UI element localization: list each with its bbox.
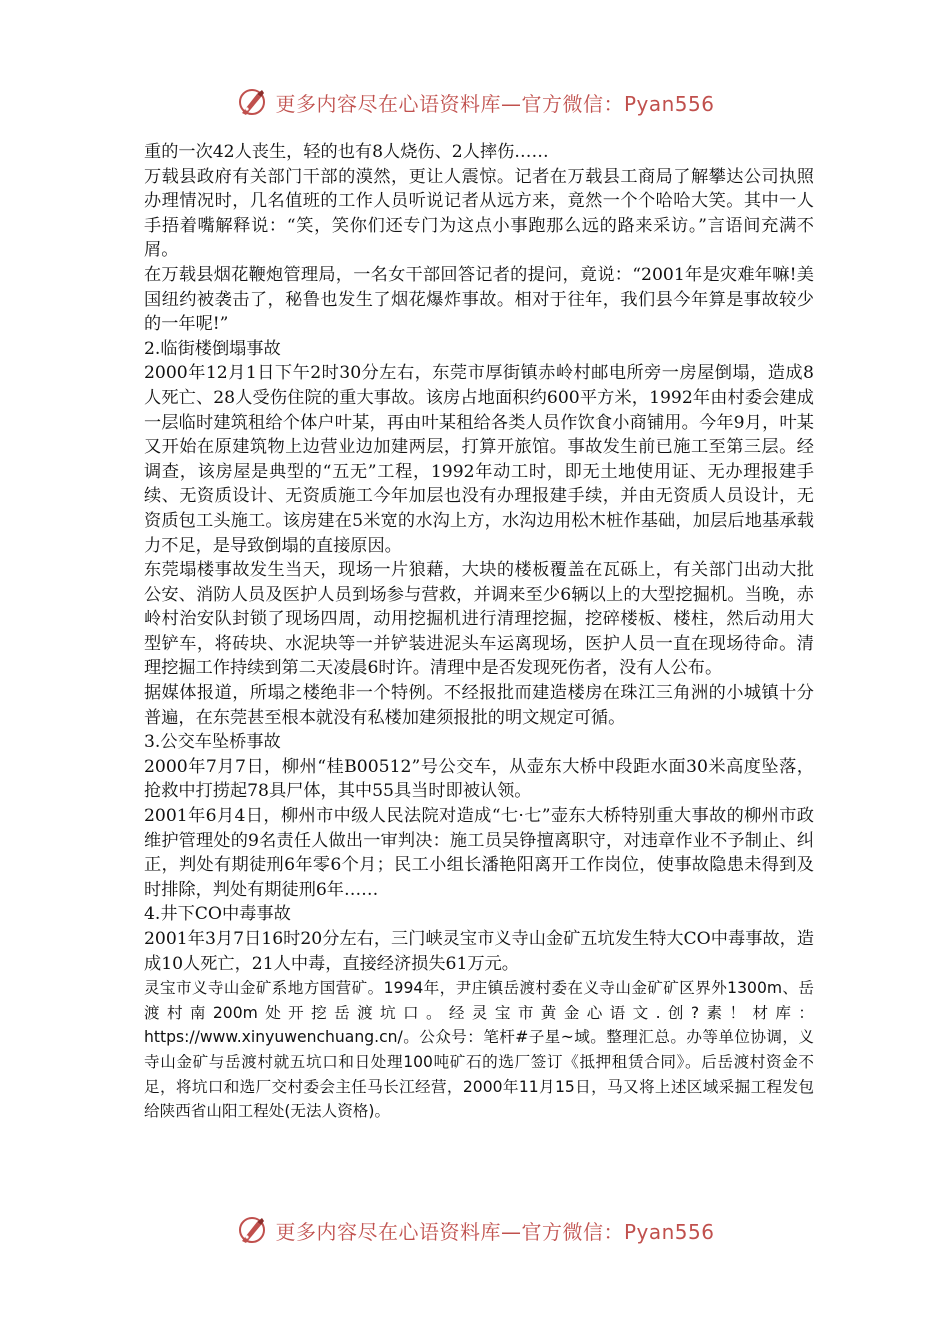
paragraph: 在万载县烟花鞭炮管理局，一名女干部回答记者的提问，竟说：“2001年是灾难年嘛!美国纽约被袭击了，秘鲁也发生了烟花爆炸事故。相对于往年，我们县今年算是事故较少的一年呢!” bbox=[144, 264, 814, 335]
banner-text: 更多内容尽在心语资料库—官方微信：Pyan556 bbox=[275, 91, 715, 116]
paragraph: 东莞塌楼事故发生当天，现场一片狼藉，大块的楼板覆盖在瓦砾上，有关部门出动大批公安、消防人员及医护人员到场参与营救，并调来至少6辆以上的大型挖掘机。当晚，赤岭村治安队封锁了现场四周，动用挖掘机进行清理挖掘，挖碎楼板、楼柱，然后动用大型铲车，将砖块、水泥块等一并铲装进泥头车运离现场，医护人员一直在现场待命。清理挖掘工作持续到第二天凌晨6时许。清理中是否发现死伤者，没有人公布。 bbox=[144, 560, 814, 679]
footer-banner bbox=[0, 1210, 950, 1250]
paragraph: 重的一次42人丧生，轻的也有8人烧伤、2人摔伤…… bbox=[144, 142, 549, 162]
section-heading: 2.临街楼倒塌事故 bbox=[144, 338, 281, 359]
paragraph: 灵宝市义寺山金矿系地方国营矿。1994年，尹庄镇岳渡村委在义寺山金矿矿区界外1300m、岳渡村南200m处开挖岳渡坑口。经灵宝市黄金心语文.创?素！材库：https://www.xinyuwenchuang.cn/。公众号：笔杆#子星~域。整理汇总。办等单位协调，义寺山金矿与岳渡村就五坑口和日处理100吨矿石的选厂签订《抵押租赁合同》。后岳渡村资金不足，将坑口和选厂交村委会主任马长江经营，2000年11月15日，马又将上述区域采掘工程发包给陕西省山阳工程处(无法人资格)。 bbox=[144, 979, 814, 1121]
paragraph: 2000年7月7日，柳州“桂B00512”号公交车，从壶东大桥中段距水面30米高度坠落，抢救中打捞起78具尸体，其中55具当时即被认领。 bbox=[144, 756, 814, 802]
header-banner bbox=[0, 82, 950, 122]
paragraph: 2001年3月7日16时20分左右，三门峡灵宝市义寺山金矿五坑发生特大CO中毒事故，造成10人死亡，21人中毒，直接经济损失61万元。 bbox=[144, 929, 814, 974]
paragraph: 万载县政府有关部门干部的漠然，更让人震惊。记者在万载县工商局了解攀达公司执照办理情况时，几名值班的工作人员听说记者从远方来，竟然一个个哈哈大笑。其中一人手捂着嘴解释说：“笑，笑你们还专门为这点小事跑那么远的路来采访。”言语间充满不屑。 bbox=[144, 166, 814, 261]
paragraph: 2000年12月1日下午2时30分左右，东莞市厚街镇赤岭村邮电所旁一房屋倒塌，造成8人死亡、28人受伤住院的重大事故。该房占地面积约600平方米，1992年由村委会建成一层临时建筑租给个体户叶某，再由叶某租给各类人员作饮食小商铺用。今年9月，叶某又开始在原建筑物上边营业边加建两层，打算开旅馆。事故发生前已施工至第三层。经调查，该房屋是典型的“五无”工程，1992年动工时，即无土地使用证、无办理报建手续、无资质设计、无资质施工今年加层也没有办理报建手续，并由无资质人员设计，无资质包工头施工。该房建在5米宽的水沟上方，水沟边用松木桩作基础，加层后地基承载力不足，是导致倒塌的直接原因。 bbox=[144, 363, 814, 556]
document-body bbox=[144, 140, 814, 1124]
section-heading: 4.井下CO中毒事故 bbox=[144, 904, 291, 925]
paragraph: 据媒体报道，所塌之楼绝非一个特例。不经报批而建造楼房在珠江三角洲的小城镇十分普遍，在东莞甚至根本就没有私楼加建须报批的明文规定可循。 bbox=[144, 683, 814, 728]
paragraph: 2001年6月4日，柳州市中级人民法院对造成“七·七”壶东大桥特别重大事故的柳州市政维护管理处的9名责任人做出一审判决：施工员吴铮擅离职守，对违章作业不予制止、纠正，判处有期徒刑6年零6个月；民工小组长潘艳阳离开工作岗位，使事故隐患未得到及时排除，判处有期徒刑6年…… bbox=[144, 806, 814, 900]
pen-nib-logo-icon bbox=[235, 85, 269, 119]
banner-text: 更多内容尽在心语资料库—官方微信：Pyan556 bbox=[275, 1219, 715, 1244]
section-heading: 3.公交车坠桥事故 bbox=[144, 732, 281, 753]
pen-nib-logo-icon bbox=[235, 1213, 269, 1247]
